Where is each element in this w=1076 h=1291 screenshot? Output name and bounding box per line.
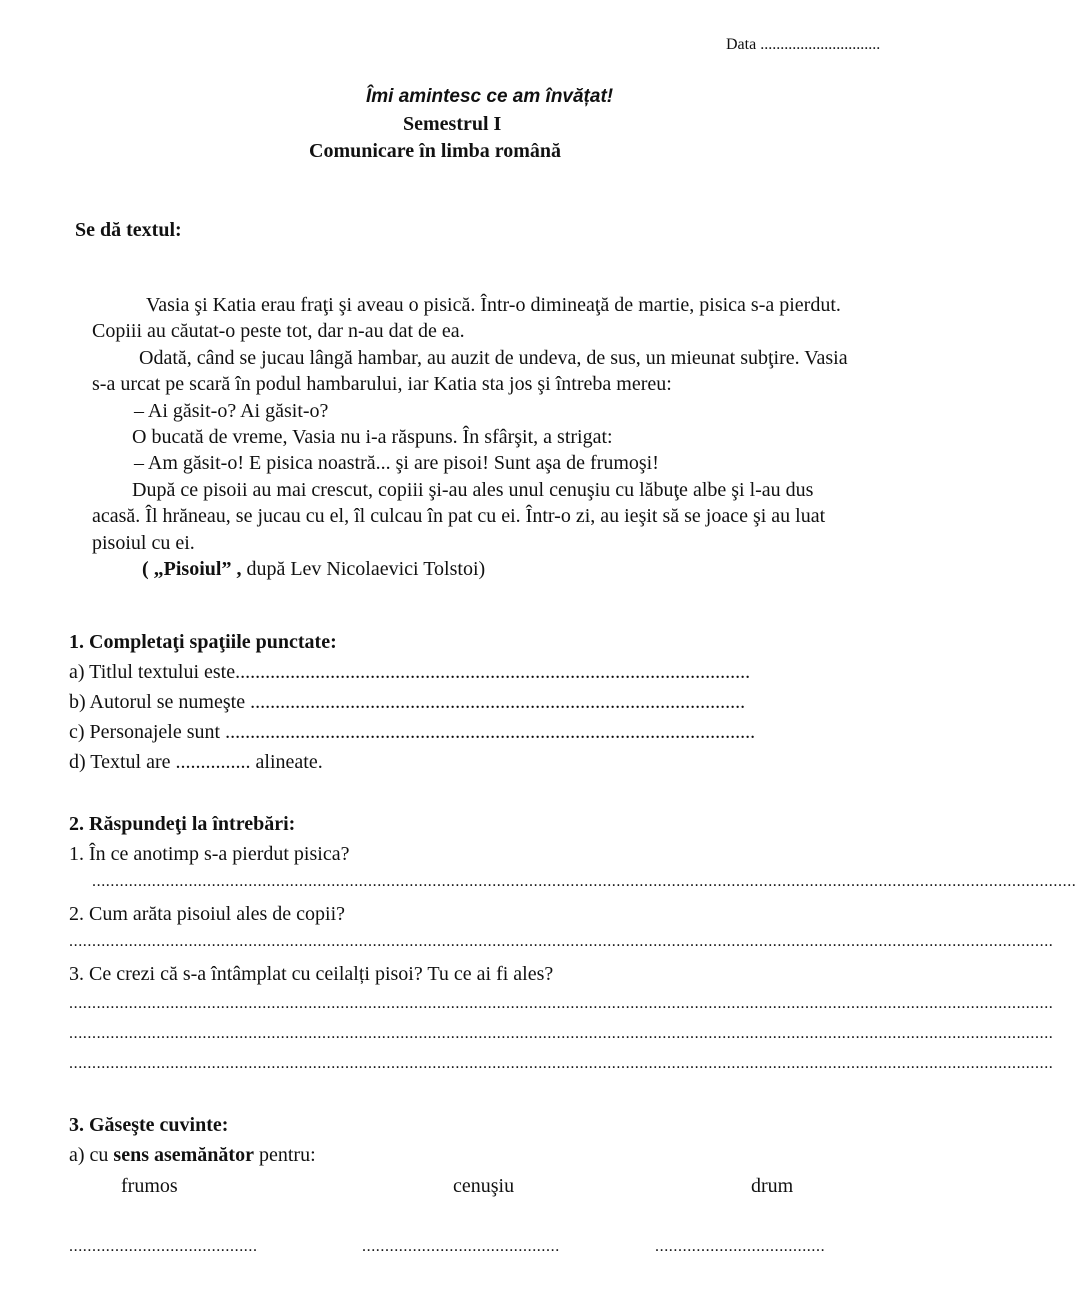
answer-line-3b[interactable]: ......................................................................................................................................................................................................................	[69, 1025, 1054, 1042]
question-2: 2. Cum arăta pisoiul ales de copii?	[69, 903, 346, 925]
exercise1-item-b[interactable]: b) Autorul se numeşte ...................................................................................................	[69, 691, 746, 713]
answer-line-2[interactable]: ......................................................................................................................................................................................................................	[69, 933, 1054, 950]
word-drum: drum	[751, 1175, 794, 1197]
story-line: O bucată de vreme, Vasia nu i-a răspuns. În sfârşit, a strigat:	[132, 426, 613, 449]
sub-a-bold: sens asemănător	[113, 1144, 254, 1166]
answer-line-3c[interactable]: ......................................................................................................................................................................................................................	[69, 1055, 1054, 1072]
exercise2-heading: 2. Răspundeţi la întrebări:	[69, 813, 296, 835]
sub-a-suffix: pentru:	[253, 1144, 316, 1166]
date-field: Data ..............................	[726, 36, 881, 53]
source-author: după Lev Nicolaevici Tolstoi)	[241, 558, 486, 581]
question-1: 1. În ce anotimp s-a pierdut pisica?	[69, 843, 350, 865]
word-cenusiu: cenuşiu	[453, 1175, 515, 1197]
story-source	[92, 556, 954, 582]
exercise3-sub-a	[69, 1144, 316, 1167]
subject-label: Comunicare în limba română	[309, 140, 562, 162]
question-3: 3. Ce crezi că s-a întâmplat cu ceilalți pisoi? Tu ce ai fi ales?	[69, 963, 554, 985]
exercise1-heading: 1. Completaţi spaţiile punctate:	[69, 631, 337, 653]
exercise1-item-c[interactable]: c) Personajele sunt ..........................................................................................................	[69, 721, 756, 743]
intro-heading: Se dă textul:	[75, 219, 182, 241]
answer-line-1[interactable]: ......................................................................................................................................................................................................................	[92, 873, 1076, 890]
story-line: – Am găsit-o! E pisica noastră... şi are pisoi! Sunt aşa de frumoşi!	[134, 452, 659, 475]
synonym-blank-1[interactable]: .........................................	[69, 1238, 258, 1255]
story-line: Odată, când se jucau lângă hambar, au auzit de undeva, de sus, un mieunat subţire. Vasia	[139, 346, 848, 369]
story-line: Copiii au căutat-o peste tot, dar n-au dat de ea.	[92, 320, 465, 343]
semester-label: Semestrul I	[403, 113, 502, 135]
story-line: acasă. Îl hrăneau, se jucau cu el, îl culcau în pat cu ei. Într-o zi, au ieşit să se joace şi au luat	[92, 505, 826, 528]
exercise1-item-a[interactable]: a) Titlul textului este.......................................................................................................	[69, 661, 751, 683]
answer-line-3a[interactable]: ......................................................................................................................................................................................................................	[69, 995, 1054, 1012]
story-line: pisoiul cu ei.	[92, 531, 195, 554]
exercise1-item-d[interactable]: d) Textul are ............... alineate.	[69, 751, 323, 773]
word-frumos: frumos	[121, 1175, 178, 1197]
exercise3-heading: 3. Găseşte cuvinte:	[69, 1114, 229, 1136]
worksheet-title: Îmi amintesc ce am învățat!	[366, 86, 614, 107]
story-line: Vasia şi Katia erau fraţi şi aveau o pisică. Într-o dimineaţă de martie, pisica s-a pierdut.	[146, 294, 841, 316]
story-line: După ce pisoii au mai crescut, copiii şi-au ales unul cenuşiu cu lăbuţe albe şi l-au dus	[132, 478, 814, 501]
story-line: s-a urcat pe scară în podul hambarului, iar Katia sta jos şi întreba mereu:	[92, 373, 672, 396]
source-title: ( „Pisoiul” ,	[142, 558, 242, 581]
synonym-blank-2[interactable]: ...........................................	[362, 1238, 560, 1255]
synonym-blank-3[interactable]: .....................................	[655, 1238, 826, 1255]
story-text	[92, 292, 954, 582]
story-line: – Ai găsit-o? Ai găsit-o?	[134, 399, 329, 422]
sub-a-prefix: a) cu	[69, 1144, 114, 1166]
